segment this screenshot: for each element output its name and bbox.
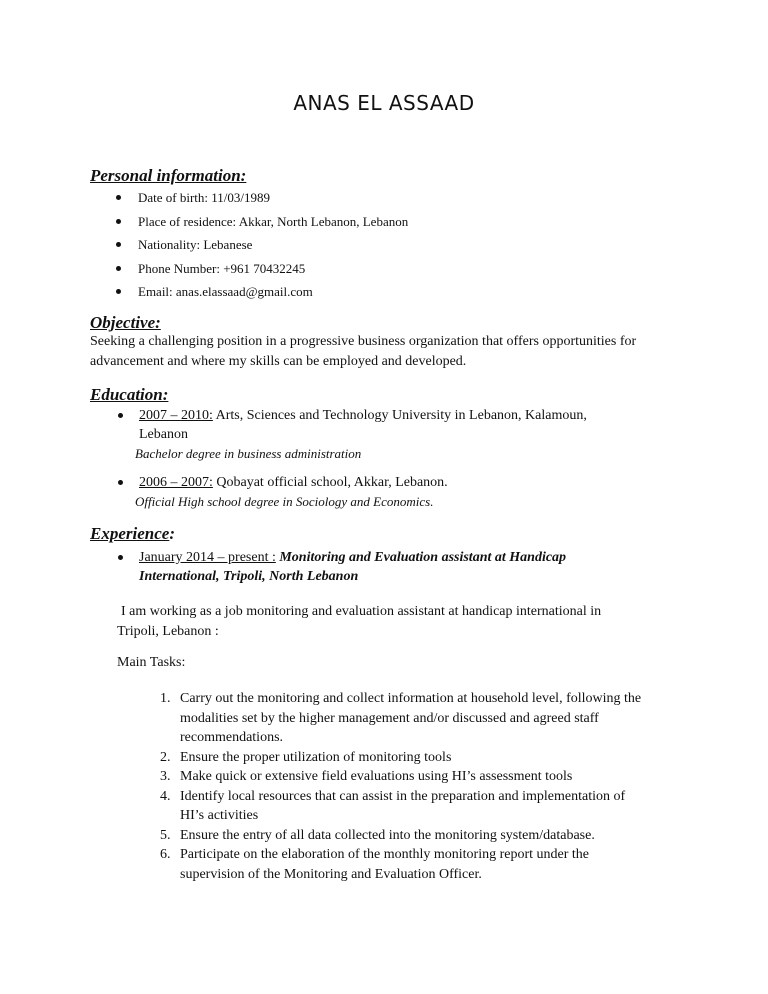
- personal-info-heading: Personal information:: [90, 166, 247, 185]
- education-text: [135, 406, 587, 464]
- education-heading: Education:: [90, 385, 169, 404]
- list-item-email: Email: anas.elassaad@gmail.com: [116, 280, 408, 304]
- task-item: 5. Ensure the entry of all data collected into the monitoring system/database.: [160, 827, 595, 843]
- bullet-icon: [118, 413, 123, 418]
- task-item: 1. Carry out the monitoring and collect information at household level, following the modalities set by the higher management and/or discussed and agreed staff recommendations.: [160, 691, 642, 745]
- list-item-date-of-birth: Date of birth: 11/03/1989: [116, 186, 408, 210]
- experience-heading: Experience:: [90, 524, 175, 543]
- main-tasks-label: Main Tasks:: [117, 655, 186, 670]
- experience-date: January 2014 – present :: [139, 550, 276, 565]
- task-item: 3. Make quick or extensive field evaluations using HI’s assessment tools: [160, 769, 573, 784]
- list-item-residence: Place of residence: Akkar, North Lebanon, Lebanon: [116, 210, 408, 234]
- education-text: [135, 473, 448, 512]
- bullet-icon: [118, 555, 123, 560]
- list-item-nationality: Nationality: Lebanese: [116, 233, 408, 257]
- list-item-phone: Phone Number: +961 70432245: [116, 257, 408, 281]
- education-school-cont: Lebanon: [139, 427, 188, 442]
- experience-title: Monitoring and Evaluation assistant at Handicap: [275, 550, 567, 565]
- education-school: Arts, Sciences and Technology University in Lebanon, Kalamoun,: [212, 408, 587, 423]
- experience-text: [139, 548, 566, 586]
- education-years: 2006 – 2007:: [139, 475, 213, 490]
- personal-info-list: [116, 186, 408, 304]
- objective-text: Seeking a challenging position in a progressive business organization that offers opportunities for advancement and where my skills can be employed and developed.: [90, 334, 637, 369]
- objective-heading: Objective:: [90, 313, 161, 332]
- education-years: 2007 – 2010:: [139, 408, 213, 423]
- task-item: 2. Ensure the proper utilization of monitoring tools: [160, 749, 452, 765]
- education-degree: Bachelor degree in business administration: [135, 446, 362, 461]
- experience-intro: I am working as a job monitoring and evaluation assistant at handicap international in Tripoli, Lebanon :: [117, 604, 602, 639]
- education-school: Qobayat official school, Akkar, Lebanon.: [212, 475, 448, 490]
- bullet-icon: [118, 480, 123, 485]
- task-item: 6. Participate on the elaboration of the monthly monitoring report under the supervision of the Monitoring and Evaluation Officer.: [160, 847, 590, 882]
- candidate-name: ANAS EL ASSAAD: [293, 91, 475, 115]
- experience-title-cont: International, Tripoli, North Lebanon: [139, 569, 359, 584]
- tasks-list: [160, 689, 690, 884]
- education-degree: Official High school degree in Sociology and Economics.: [135, 494, 434, 509]
- task-item: 4. Identify local resources that can assist in the preparation and implementation of HI’s activities: [160, 788, 626, 823]
